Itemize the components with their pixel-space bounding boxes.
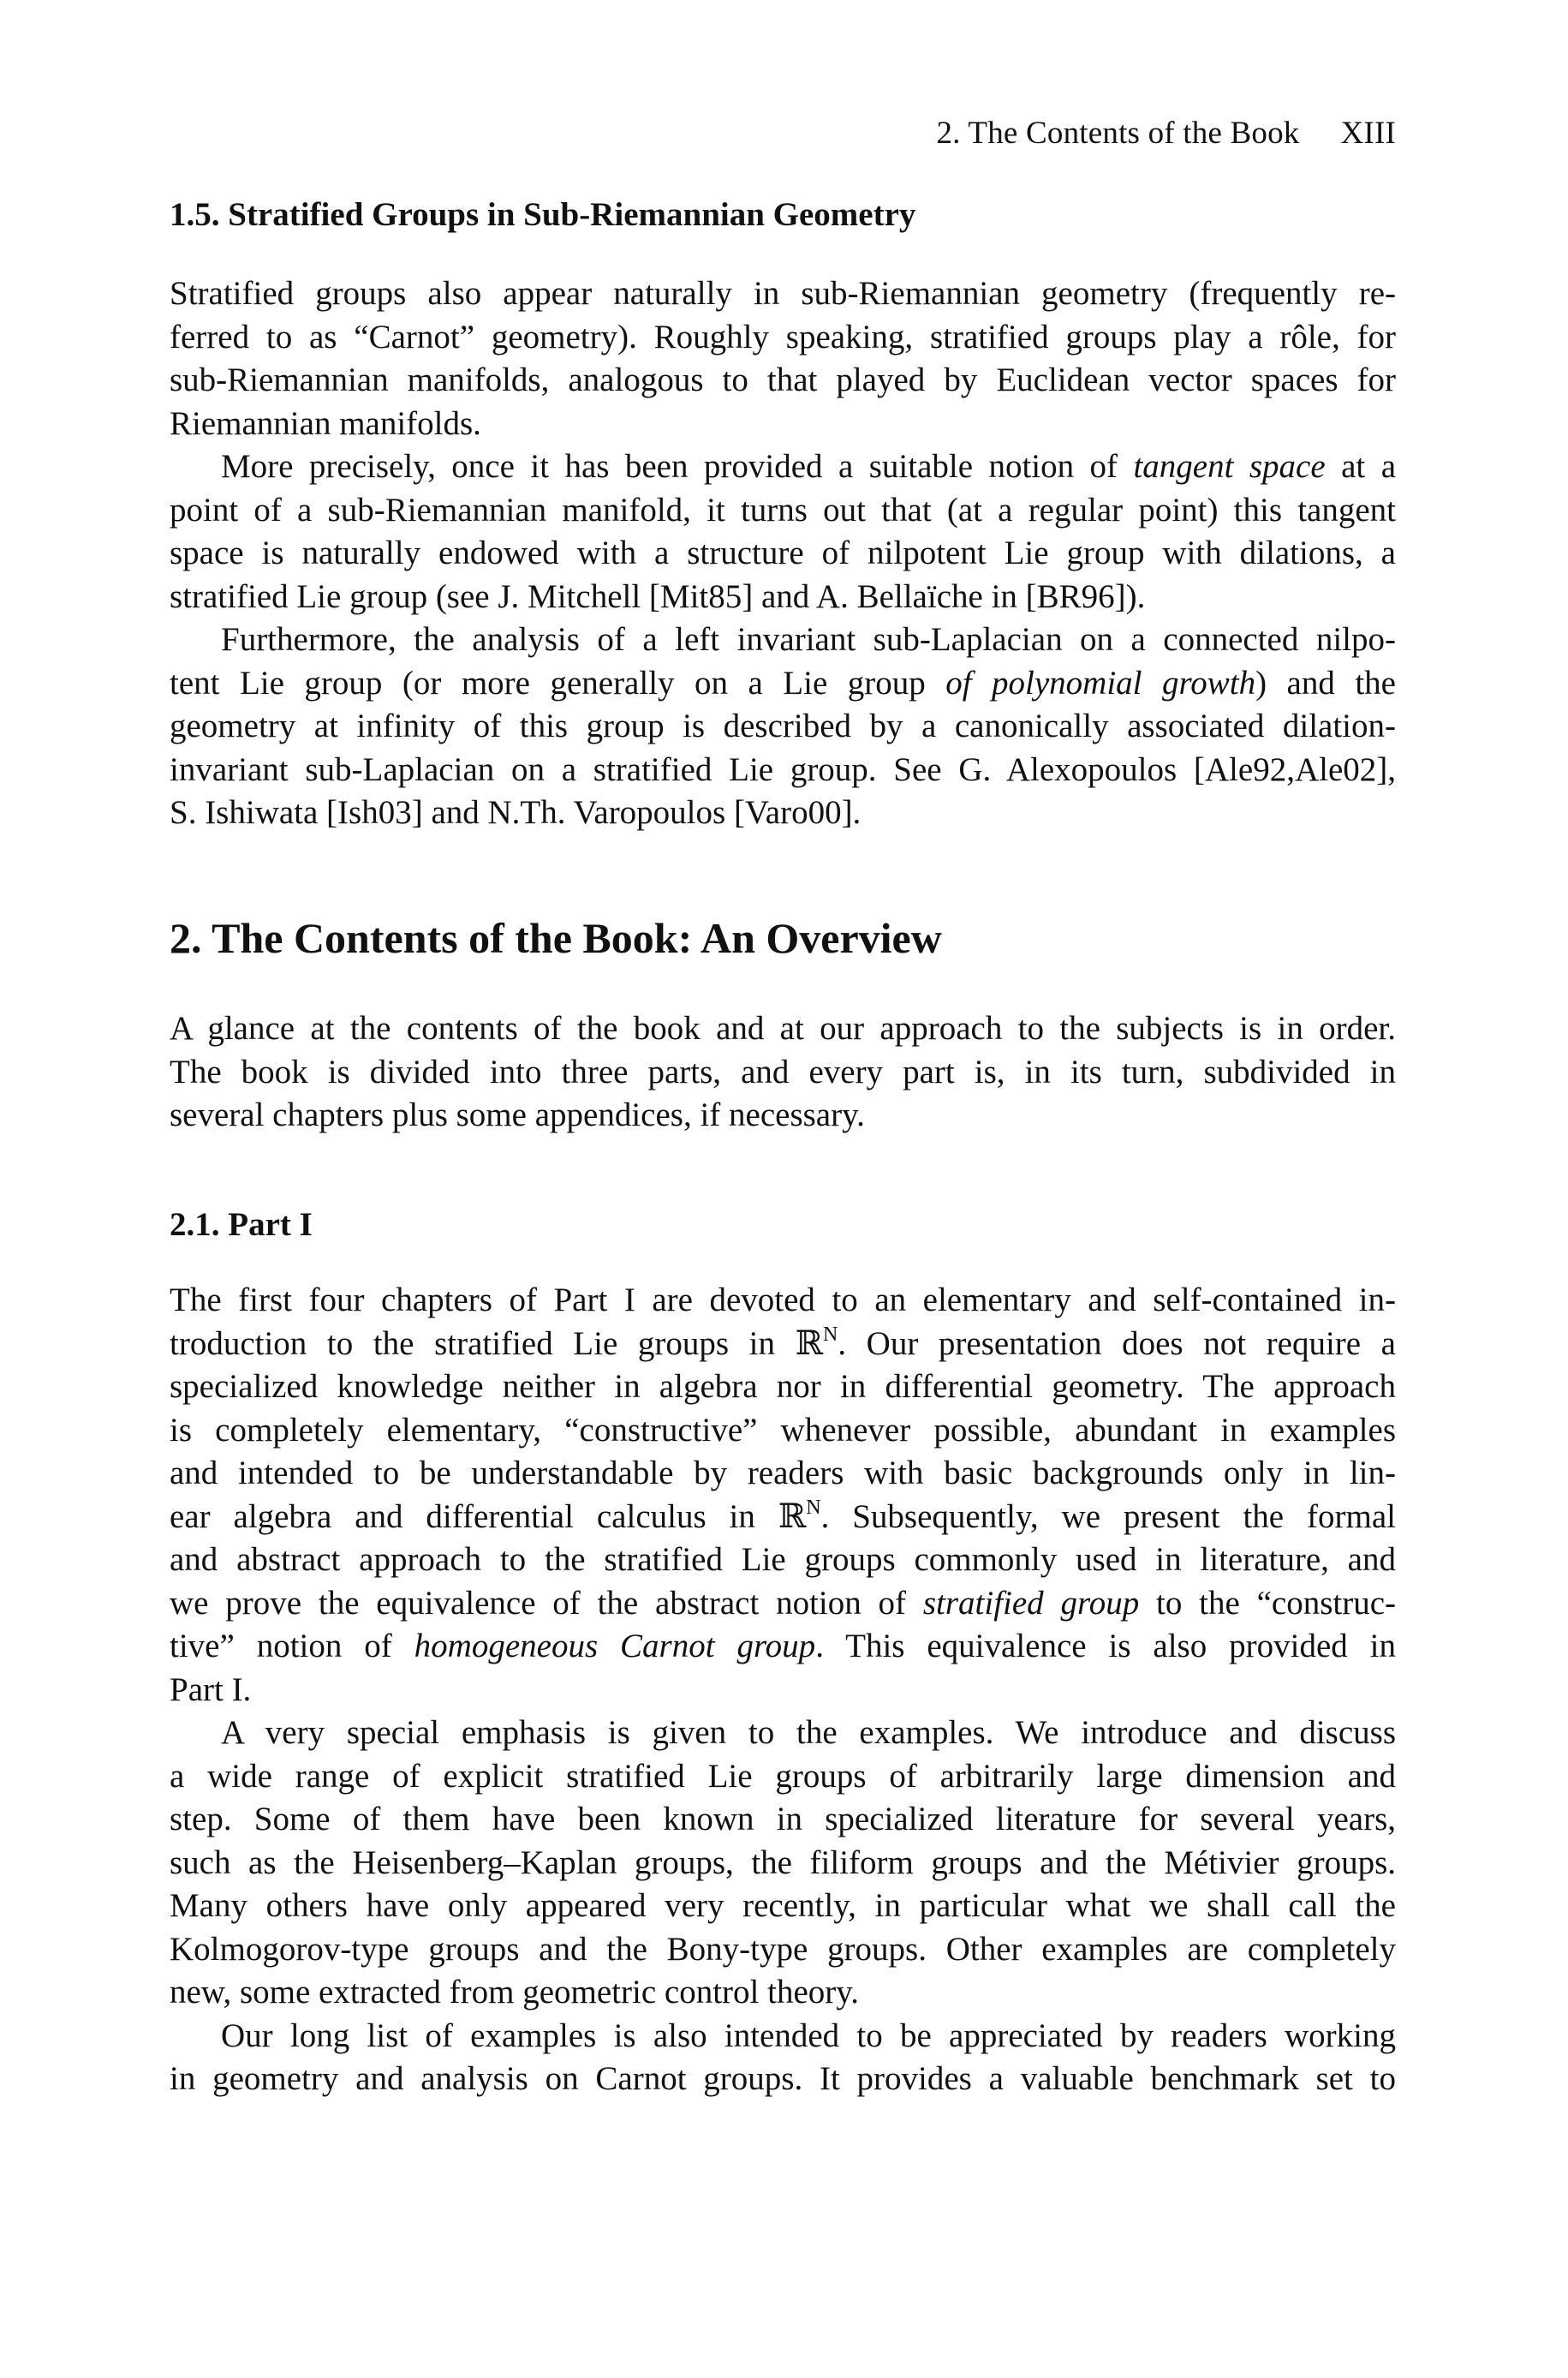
text-line: Riemannian manifolds. bbox=[170, 404, 481, 442]
text-line: A glance at the contents of the book and at our approach to the subjects is in order. bbox=[170, 1010, 1396, 1047]
text-line: sub-Riemannian manifolds, analogous to that played by Euclidean vector spaces for bbox=[170, 361, 1396, 398]
section-2-body bbox=[170, 1007, 1396, 1138]
subsection-heading-2-1: 2.1. Part I bbox=[170, 1206, 313, 1243]
text-line: Our long list of examples is also intended to be appreciated by readers working bbox=[221, 2017, 1396, 2054]
text-line: space is naturally endowed with a structure of nilpotent Lie group with dilations, a bbox=[170, 535, 1396, 571]
text-line: Part I. bbox=[170, 1670, 252, 1708]
text-line: stratified Lie group (see J. Mitchell [Mit85] and A. Bellaïche in [BR96]). bbox=[170, 577, 1146, 615]
emphasis: of polynomial growth bbox=[945, 664, 1256, 702]
section-heading-2: 2. The Contents of the Book: An Overview bbox=[170, 914, 942, 962]
text-line: is completely elementary, “constructive” whenever possible, abundant in examples bbox=[170, 1411, 1396, 1449]
text-line: tent Lie group (or more generally on a Lie group of polynomial growth) and the bbox=[170, 664, 1396, 702]
text-line: specialized knowledge neither in algebra nor in differential geometry. The approach bbox=[170, 1368, 1396, 1405]
text-line: and intended to be understandable by readers with basic backgrounds only in lin- bbox=[170, 1455, 1396, 1491]
text-line: Kolmogorov-type groups and the Bony-type groups. Other examples are completely bbox=[170, 1930, 1396, 1968]
text-line: The book is divided into three parts, and every part is, in its turn, subdivided in bbox=[170, 1053, 1396, 1090]
text-line: a wide range of explicit stratified Lie groups of arbitrarily large dimension and bbox=[170, 1757, 1396, 1795]
emphasis: tangent space bbox=[1133, 448, 1326, 485]
text-line: ferred to as “Carnot” geometry). Roughly speaking, stratified groups play a rôle, for bbox=[170, 318, 1396, 356]
real-space-symbol: ℝ$^N$ bbox=[778, 1496, 821, 1535]
section-2-1-body bbox=[170, 1279, 1396, 2101]
page-number: XIII bbox=[1340, 116, 1396, 151]
text-line: Furthermore, the analysis of a left invariant sub-Laplacian on a connected nilpo- bbox=[221, 621, 1396, 658]
text-line: in geometry and analysis on Carnot groups. It provides a valuable benchmark set to bbox=[170, 2060, 1396, 2097]
text-line: S. Ishiwata [Ish03] and N.Th. Varopoulos [Varo00]. bbox=[170, 794, 862, 831]
section-1-5-body bbox=[170, 272, 1396, 835]
text-line: new, some extracted from geometric control theory. bbox=[170, 1974, 859, 2011]
text-line: troduction to the stratified Lie groups in ℝ$^N$. Our presentation does not require a bbox=[170, 1323, 1396, 1362]
text-line: Many others have only appeared very recently, in particular what we shall call the bbox=[170, 1887, 1396, 1924]
text-line: point of a sub-Riemannian manifold, it turns out that (at a regular point) this tangent bbox=[170, 491, 1396, 529]
paragraph bbox=[170, 2015, 1396, 2101]
running-head bbox=[936, 115, 1396, 152]
text-line: The first four chapters of Part I are devoted to an elementary and self-contained in- bbox=[170, 1282, 1396, 1318]
text-line: geometry at infinity of this group is described by a canonically associated dilation- bbox=[170, 708, 1396, 744]
paragraph bbox=[170, 1712, 1396, 2015]
paragraph bbox=[170, 1279, 1396, 1712]
text-line: Stratified groups also appear naturally in sub-Riemannian geometry (frequently re- bbox=[170, 275, 1396, 312]
text-line: and abstract approach to the stratified Lie groups commonly used in literature, and bbox=[170, 1541, 1396, 1578]
text-line: invariant sub-Laplacian on a stratified Lie group. See G. Alexopoulos [Ale92,Ale02], bbox=[170, 750, 1396, 788]
emphasis: stratified group bbox=[922, 1584, 1140, 1622]
text-line: A very special emphasis is given to the examples. We introduce and discuss bbox=[221, 1714, 1396, 1751]
text-line: such as the Heisenberg–Kaplan groups, the filiform groups and the Métivier groups. bbox=[170, 1843, 1396, 1881]
paragraph bbox=[170, 445, 1396, 618]
paragraph bbox=[170, 272, 1396, 445]
paragraph bbox=[170, 1007, 1396, 1138]
text-line: we prove the equivalence of the abstract notion of stratified group to the “construc- bbox=[170, 1584, 1396, 1622]
text-line: step. Some of them have been known in specialized literature for several years, bbox=[170, 1801, 1396, 1837]
text-line: tive” notion of homogeneous Carnot group. This equivalence is also provided in bbox=[170, 1628, 1397, 1664]
text-line: several chapters plus some appendices, if necessary. bbox=[170, 1096, 865, 1133]
text-line: More precisely, once it has been provided a suitable notion of tangent space at a bbox=[221, 448, 1396, 485]
text-line: ear algebra and differential calculus in ℝ$^N$. Subsequently, we present the formal bbox=[170, 1496, 1396, 1535]
emphasis: homogeneous Carnot group bbox=[414, 1628, 816, 1664]
real-space-symbol: ℝ$^N$ bbox=[795, 1323, 838, 1362]
paragraph bbox=[170, 618, 1396, 835]
running-head-title: 2. The Contents of the Book bbox=[936, 116, 1300, 151]
subsection-heading-1-5: 1.5. Stratified Groups in Sub-Riemannian Geometry bbox=[170, 196, 916, 233]
